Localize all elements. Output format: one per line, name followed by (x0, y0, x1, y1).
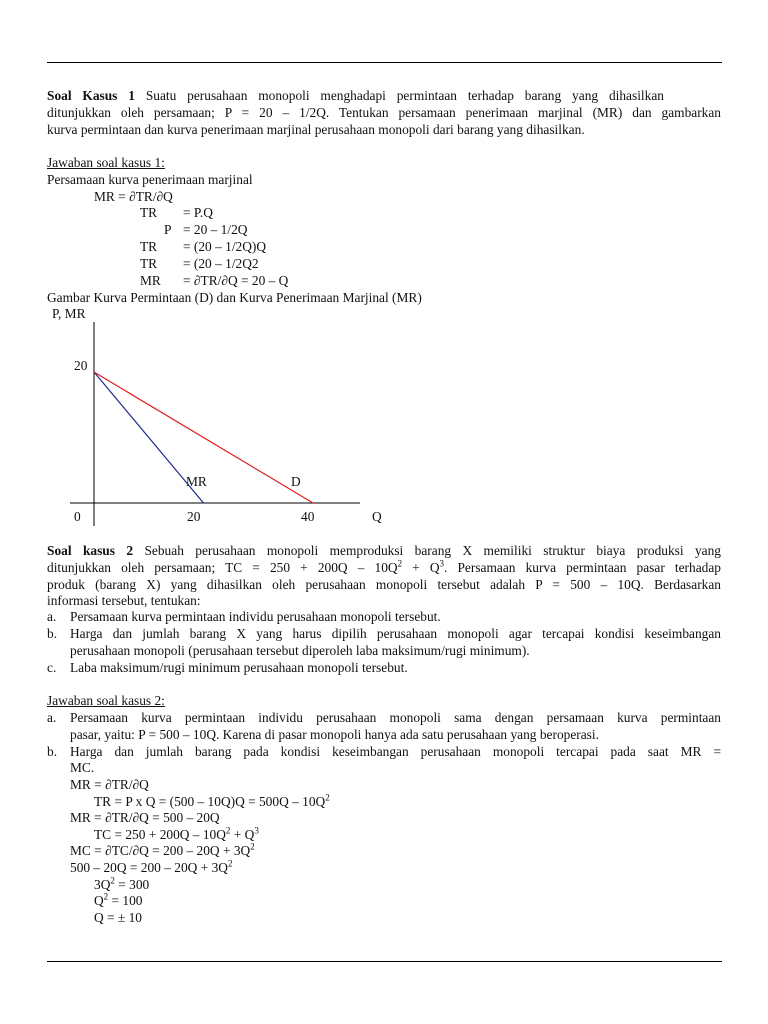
case2-line2: ditunjukkan oleh persamaan; TC = $250 + 200Q - 10Q^2 + Q^3$. Persamaan kurva permintaan pasar terhadap (47, 558, 721, 575)
answer1-eq6-right: = ∂TR/∂Q = 20 – Q (183, 273, 289, 288)
answer1-eq5-right: = (20 – 1/2Q2 (183, 256, 259, 271)
case2-line1 (47, 543, 721, 559)
case2-item-a-marker: a. (47, 609, 57, 624)
answer2-b-line1: Harga dan jumlah barang pada kondisi keseimbangan perusahaan monopoli tercapai pada saat MR = (70, 744, 721, 759)
answer2-step7: $3Q^2 = 300$ (94, 875, 150, 892)
answer2-step1: MR = ∂TR/∂Q (70, 777, 149, 792)
answer2-b-marker: b. (47, 744, 58, 759)
answer2-step5: MC = $\partial TC/\partial Q = 200 - 20Q + 3Q^2$ (70, 841, 255, 858)
series-label-d: D (291, 474, 301, 489)
answer2-a-line2: pasar, yaitu: P = 500 – 10Q. Karena di pasar monopoli hanya ada satu perusahaan yang beroperasi. (70, 727, 599, 742)
answer2-a-marker: a. (47, 710, 57, 725)
answer1-eq2-left: TR (140, 205, 158, 220)
answer2-heading: Jawaban soal kasus 2: (47, 693, 165, 708)
x-axis-label: Q (372, 509, 382, 524)
answer1-eq3-right: = 20 – 1/2Q (183, 222, 248, 237)
answer1-eq4-left: TR (140, 239, 158, 254)
answer2-step8: $Q^2 = 100$ (94, 891, 143, 908)
answer1-heading: Jawaban soal kasus 1: (47, 155, 165, 170)
x-tick-40: 40 (301, 509, 315, 524)
case2-item-b-marker: b. (47, 626, 58, 641)
case2-item-b-line2: perusahaan monopoli (perusahaan tersebut diperoleh laba maksimum/rugi minimum). (70, 643, 530, 658)
answer2-step9: Q = ± 10 (94, 910, 143, 925)
demand-mr-chart (0, 300, 400, 540)
case1-line3: kurva permintaan dan kurva penerimaan marjinal perusahaan monopoli dari barang yang dihasilkan. (47, 122, 585, 137)
case2-item-b-line1: Harga dan jumlah barang X yang harus dipilih perusahaan monopoli agar tercapai kondisi keseimbangan (70, 626, 721, 641)
bottom-rule (47, 961, 722, 962)
case2-item-a: Persamaan kurva permintaan individu perusahaan monopoli tersebut. (70, 609, 441, 624)
case1-text-1: Suatu perusahaan monopoli menghadapi permintaan terhadap barang yang dihasilkan (145, 88, 664, 103)
answer2-step6: $500 - 20Q = 200 - 20Q + 3Q^2$ (70, 858, 233, 875)
answer2-step3: MR = ∂TR/∂Q = 500 – 20Q (70, 810, 220, 825)
answer1-eq4-right: = (20 – 1/2Q)Q (183, 239, 267, 254)
answer2-step4: TC = $250 + 200Q - 10Q^2 + Q^3$ (94, 825, 259, 842)
case1-title: Soal Kasus 1 (47, 88, 135, 103)
top-rule (47, 62, 722, 63)
series-label-mr: MR (186, 474, 207, 489)
y-axis-label: P, MR (52, 306, 86, 321)
answer1-eq1: MR = ∂TR/∂Q (94, 189, 173, 204)
case2-item-c-marker: c. (47, 660, 57, 675)
case2-item-c: Laba maksimum/rugi minimum perusahaan monopoli tersebut. (70, 660, 408, 675)
x-tick-20: 20 (187, 509, 201, 524)
y-tick-20: 20 (74, 358, 88, 373)
answer2-step2: TR = P x $Q = (500 - 10Q)Q = 500Q - 10Q^2$ (94, 792, 330, 809)
answer1-subheading: Persamaan kurva penerimaan marjinal (47, 172, 253, 187)
answer2-a-line1: Persamaan kurva permintaan individu perusahaan monopoli sama dengan persamaan kurva permintaan (70, 710, 721, 725)
case2-line3: produk (barang X) yang dihasilkan oleh perusahaan monopoli tersebut adalah P = 500 – 10Q. Berdasarkan (47, 577, 721, 592)
answer1-eq5-left: TR (140, 256, 158, 271)
case1-line1 (47, 88, 664, 104)
origin-label: 0 (74, 509, 81, 524)
case2-title: Soal kasus 2 (47, 543, 134, 558)
answer1-eq3-left: P (164, 222, 172, 237)
figure-caption: Gambar Kurva Permintaan (D) dan Kurva Penerimaan Marjinal (MR) (47, 290, 422, 305)
answer1-eq6-left: MR (140, 273, 161, 288)
answer2-b-line2: MC. (70, 760, 95, 775)
case2-text-1: Sebuah perusahaan monopoli memproduksi barang X memiliki struktur biaya produksi yang (144, 543, 722, 558)
case2-line4: informasi tersebut, tentukan: (47, 593, 201, 608)
answer1-eq2-right: = P.Q (183, 205, 213, 220)
case1-line2: ditunjukkan oleh persamaan; P = 20 – 1/2Q. Tentukan persamaan penerimaan marjinal (MR) dan gambarkan (47, 105, 721, 120)
